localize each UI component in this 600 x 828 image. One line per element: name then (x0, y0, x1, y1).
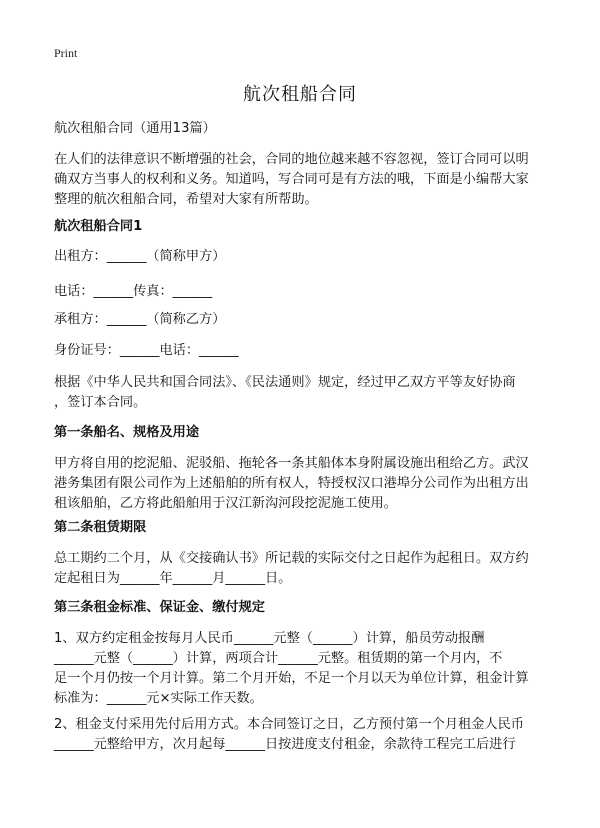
article-3-clause-1-line: 1、双方约定租金按每月人民币______元整（______）计算，船员劳动报酬 (54, 631, 485, 646)
article-3-title: 第三条租金标准、保证金、缴付规定 (54, 600, 265, 615)
article-3-clause-2-line: ______元整给甲方，次月起每______日按进度支付租金，余款待工程完工后进行 (54, 737, 516, 752)
article-1-line: 甲方将自用的挖泥船、泥驳船、拖轮各一条其船体本身附属设施出租给乙方。武汉 (54, 456, 529, 471)
preamble-line: 根据《中华人民共和国合同法》、《民法通则》规定，经过甲乙双方平等友好协商 (54, 375, 516, 390)
article-3-clause-2-line: 2、租金支付采用先付后用方式。本合同签订之日，乙方预付第一个月租金人民币 (54, 717, 524, 732)
article-2-line: 定起租日为______年______月______日。 (54, 571, 292, 586)
document-title: 航次租船合同 (243, 84, 357, 105)
document-subtitle: 航次租船合同（通用13篇） (54, 121, 216, 136)
section-title: 航次租船合同1 (54, 219, 143, 234)
article-3-clause-1-line: 标准为：______元×实际工作天数。 (54, 691, 263, 706)
article-2-title: 第二条租赁期限 (54, 520, 147, 535)
article-2-line: 总工期约二个月，从《交接确认书》所记载的实际交付之日起作为起租日。双方约 (54, 551, 529, 566)
article-3-clause-1-line: ______元整（______）计算，两项合计______元整。租赁期的第一个月内，不 (54, 651, 503, 666)
intro-line: 整理的航次租船合同，希望对大家有所帮助。 (54, 192, 318, 207)
party-lessee: 承租方：______（简称乙方） (54, 312, 226, 327)
print-link[interactable]: Print (54, 46, 78, 60)
article-1-line: 租该船舶，乙方将此船舶用于汉江新沟河段挖泥施工使用。 (54, 496, 397, 511)
article-1-line: 港务集团有限公司作为上述船舶的所有权人，特授权汉口港埠分公司作为出租方出 (54, 476, 529, 491)
party-lessor: 出租方：______（简称甲方） (54, 249, 226, 264)
id-phone: 身份证号：______电话：______ (54, 343, 239, 358)
phone-fax: 电话：______传真：______ (54, 284, 213, 299)
article-3-clause-1-line: 足一个月仍按一个月计算。第二个月开始，不足一个月以天为单位计算，租金计算 (54, 671, 529, 686)
preamble-line: ，签订本合同。 (54, 395, 147, 410)
intro-line: 确双方当事人的权利和义务。知道吗，写合同可是有方法的哦，下面是小编帮大家 (54, 172, 529, 187)
intro-line: 在人们的法律意识不断增强的社会，合同的地位越来越不容忽视，签订合同可以明 (54, 152, 529, 167)
article-1-title: 第一条船名、规格及用途 (54, 425, 200, 440)
